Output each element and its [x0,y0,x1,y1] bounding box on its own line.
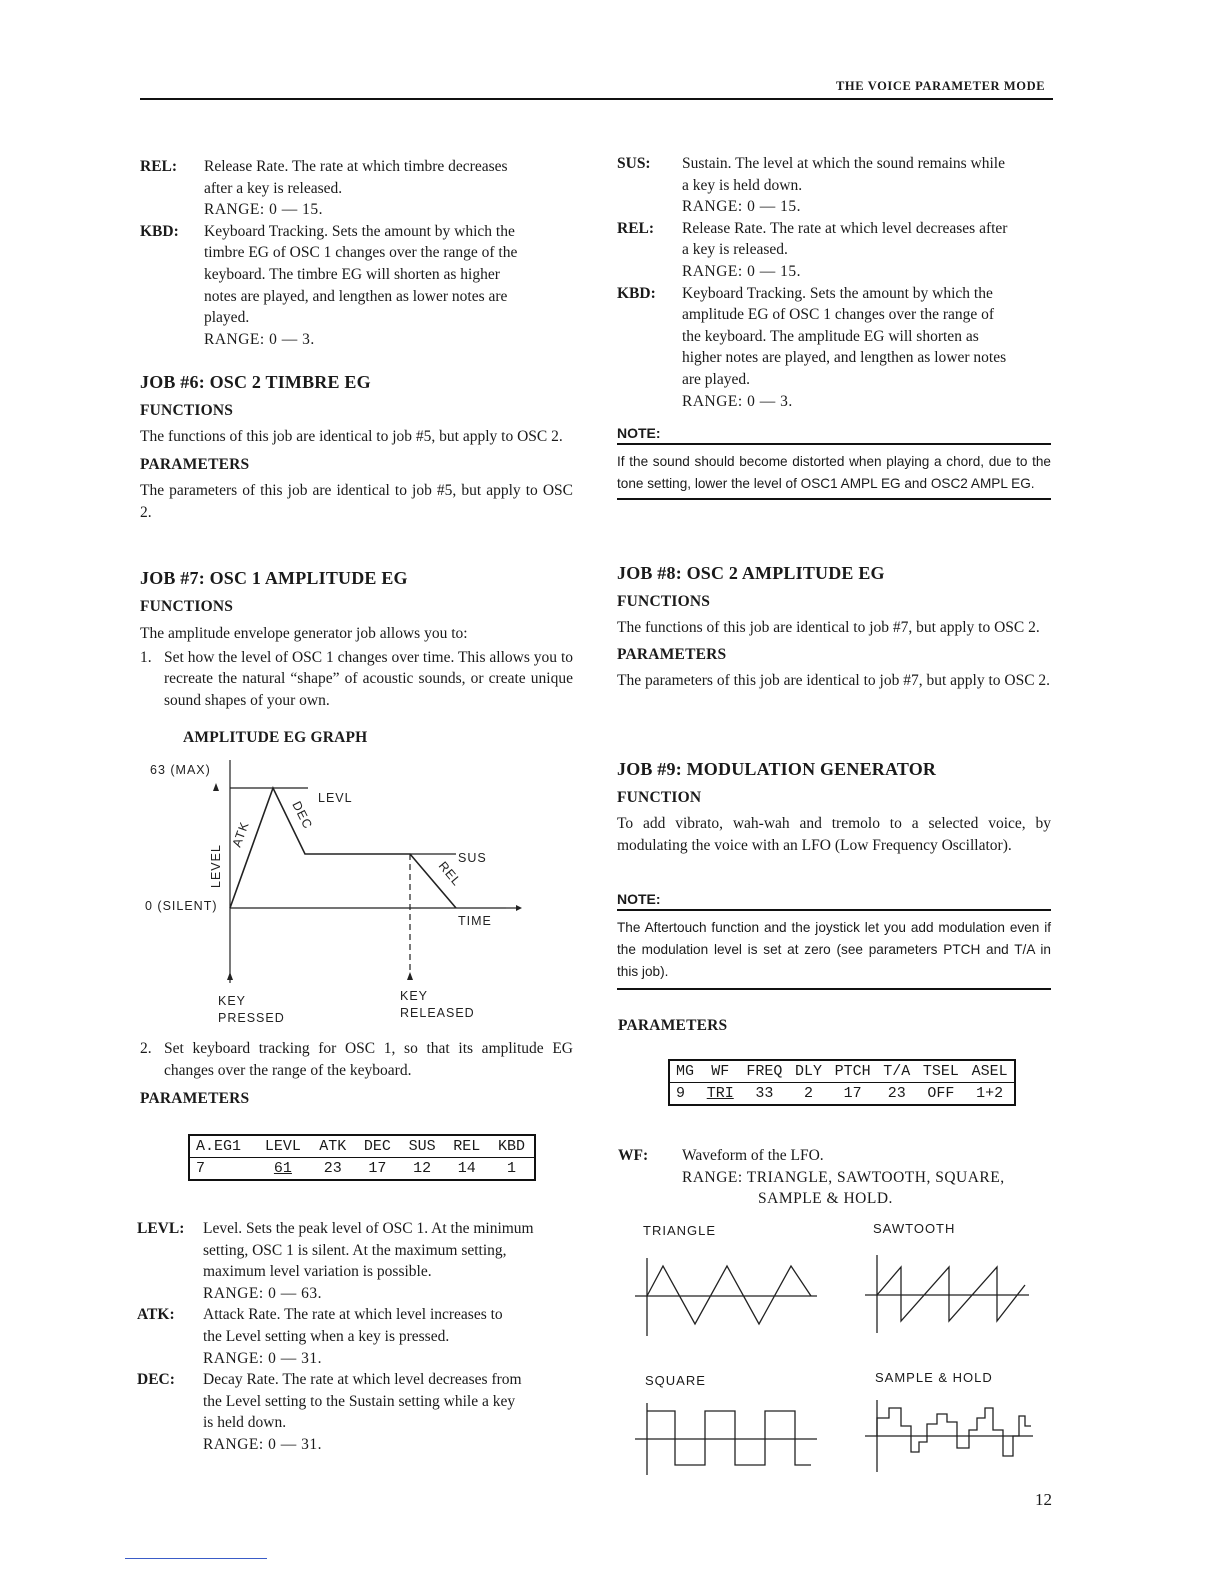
job6-parameters-text: The parameters of this job are identical to job #5, but apply to OSC 2. [140,482,573,521]
param-term: KBD: [140,222,179,240]
list-number: 2. [140,1040,152,1057]
note-rule-bottom [617,988,1051,990]
param-range: RANGE: 0 — 3. [204,330,315,348]
note-label: NOTE: [617,891,661,907]
param-desc-line: Attack Rate. The rate at which level increases to [203,1306,503,1324]
param-term: KBD: [617,284,656,302]
header-rule [140,98,1053,100]
graph-time-label: TIME [458,914,492,928]
table-header-row [669,1060,1015,1083]
waveform-trace [647,1266,811,1324]
table-header-cell: DEC [355,1135,400,1158]
table-value-cell: 9 [676,1085,686,1102]
param-term: LEVL: [137,1220,185,1237]
waveform-trace [647,1411,811,1465]
job7-parameters-heading: PARAMETERS [140,1090,250,1108]
table-value-cell: 23 [887,1085,906,1102]
job8-parameters-text: The parameters of this job are identical to job #7, but apply to OSC 2. [617,672,1051,690]
table-header-cell: A.EG1 [189,1135,255,1158]
param-desc-line: higher notes are played, and lengthen as lower notes [682,349,1007,367]
param-range: RANGE: 0 — 31. [203,1349,322,1367]
list-number: 1. [140,648,152,666]
graph-rel-label: REL [435,858,464,889]
waveform-trace [877,1267,1025,1321]
param-term: REL: [140,158,178,175]
param-desc-line: the keyboard. The amplitude EG will shorten as [682,327,979,345]
job9-section [617,759,1051,856]
param-range: RANGE: TRIANGLE, SAWTOOTH, SQUARE, [682,1168,1005,1186]
job7-continued [140,1038,573,1110]
graph-key-pressed-label-2: PRESSED [218,1011,285,1025]
param-sus [617,153,1051,218]
param-desc-line: are played. [682,370,750,388]
sample-hold-waveform [865,1400,1040,1475]
param-desc-line: the Level setting when a key is pressed. [203,1327,450,1345]
param-desc-line: timbre EG of OSC 1 changes over the range of the [204,244,518,262]
job6-section [140,372,573,524]
job8-parameters-heading: PARAMETERS [617,645,727,663]
table-value-cell: 2 [803,1085,813,1102]
mg-parameter-table [668,1059,1016,1106]
param-kbd-timbre [140,221,573,351]
param-range: RANGE: 0 — 15. [682,198,801,216]
param-desc-line: Release Rate. The rate at which timbre decreases [204,158,508,175]
graph-levl-label: LEVL [318,791,353,805]
graph-key-released-label-2: RELEASED [400,1006,475,1020]
waveform-label-square: SQUARE [645,1373,706,1388]
aeg-parameter-table [188,1134,536,1181]
param-range: RANGE: 0 — 15. [682,262,801,280]
table-value-cell: 12 [413,1160,432,1177]
graph-key-released-arrow [407,972,413,980]
table-header-row [189,1135,535,1158]
aeg-params-right [617,153,1051,412]
param-wf [618,1145,1052,1210]
param-desc-line: is held down. [203,1414,287,1432]
param-desc-line: the Level setting to the Sustain setting while a key [203,1392,516,1410]
waveform-label-sample-hold: SAMPLE & HOLD [875,1370,993,1385]
graph-time-arrow-head [516,905,522,911]
table-value-cell: 1 [507,1160,517,1177]
param-desc-line: after a key is released. [204,179,343,197]
graph-key-pressed-label-1: KEY [218,994,247,1008]
waveform-label-sawtooth: SAWTOOTH [873,1221,956,1236]
table-value-cell: 17 [368,1160,387,1177]
job8-section [617,563,1051,692]
job7-item-1 [140,647,573,712]
note-text: If the sound should become distorted when playing a chord, due to the tone setting, lower the level of OSC1 AMPL EG and OSC2 AMPL EG. [617,454,1051,491]
table-header-cell: PTCH [828,1060,877,1083]
graph-dec-label: DEC [289,799,316,832]
table-header-cell: MG [669,1060,700,1083]
list-item-text: Set keyboard tracking for OSC 1, so that its amplitude EG changes over the range of the keyboard. [164,1040,573,1079]
graph-max-label: 63 (MAX) [150,763,211,777]
graph-key-pressed-arrow [227,972,233,980]
param-desc-line: notes are played, and lengthen as lower notes are [204,287,508,305]
param-term: SUS: [617,155,651,172]
job9-parameters-heading: PARAMETERS [618,1017,728,1034]
param-desc-line: amplitude EG of OSC 1 changes over the range of [682,306,995,324]
param-term: WF: [618,1147,649,1164]
table-value-cell: 14 [457,1160,476,1177]
param-desc-line: Release Rate. The rate at which level decreases after [682,219,1008,237]
job9-function-heading: FUNCTION [617,788,702,806]
table-value-cell: 33 [755,1085,774,1102]
param-range: RANGE: 0 — 15. [204,201,323,219]
square-waveform [635,1403,820,1478]
table-header-cell: SUS [400,1135,445,1158]
param-term: REL: [617,219,655,237]
param-desc-line: Keyboard Tracking. Sets the amount by which the [682,284,993,302]
waveform-trace [877,1408,1031,1456]
job7-section [140,568,573,712]
note-text: The Aftertouch function and the joystick let you add modulation even if the modulation level is set at zero (see parameters PTCH and T/A in this job). [617,920,1051,979]
param-desc-line: Waveform of the LFO. [682,1147,824,1164]
param-desc-line: setting, OSC 1 is silent. At the maximum setting, [203,1241,507,1259]
graph-key-released-label-1: KEY [400,989,429,1003]
param-kbd-amp [617,283,1051,413]
note-2 [617,891,1051,990]
job7-functions-heading: FUNCTIONS [140,597,234,615]
aeg-params-left [137,1218,573,1456]
job8-functions-text: The functions of this job are identical to job #7, but apply to OSC 2. [617,619,1040,637]
param-term: DEC: [137,1371,175,1389]
graph-title: AMPLITUDE EG GRAPH [183,729,368,746]
param-range: RANGE: 0 — 63. [203,1284,322,1302]
job6-functions-text: The functions of this job are identical to job #5, but apply to OSC 2. [140,428,563,446]
graph-sus-label: SUS [458,851,487,865]
table-value-cell: 23 [323,1160,342,1177]
table-value-cell: TRI [706,1085,734,1102]
graph-silent-label: 0 (SILENT) [145,899,218,913]
job6-parameters-heading: PARAMETERS [140,455,250,473]
param-range: RANGE: 0 — 31. [203,1435,322,1453]
note-rule-top [617,443,1051,445]
job8-functions-heading: FUNCTIONS [617,592,711,610]
graph-atk-label: ATK [229,819,252,850]
param-desc-line: Keyboard Tracking. Sets the amount by which the [204,222,515,240]
note-rule-bottom [617,498,1051,500]
table-header-cell: TSEL [917,1060,966,1083]
param-desc-line: Level. Sets the peak level of OSC 1. At the minimum [203,1220,534,1237]
job6-title: JOB #6: OSC 2 TIMBRE EG [140,372,371,392]
job7-item-2 [140,1038,573,1081]
table-header-cell: FREQ [740,1060,789,1083]
list-item-text: Set how the level of OSC 1 changes over time. This allows you to recreate the natural “shape” of acoustic sounds, or create unique sound shapes of your own. [164,648,573,709]
table-header-cell: LEVL [255,1135,310,1158]
note-label: NOTE: [617,425,661,441]
param-range: RANGE: 0 — 3. [682,392,793,410]
graph-envelope-line [230,788,456,908]
param-levl [137,1218,573,1304]
table-header-cell: ASEL [965,1060,1015,1083]
table-value-cell: 7 [196,1160,206,1177]
param-desc-line: a key is held down. [682,176,803,194]
footer-link-rule [125,1558,267,1559]
job9-title: JOB #9: MODULATION GENERATOR [617,759,937,779]
page-number: 12 [1035,1490,1052,1509]
param-rel-timbre [140,156,573,221]
table-header-cell: KBD [489,1135,535,1158]
param-desc-line: a key is released. [682,241,788,259]
intro-params-left [140,156,573,350]
job9-function-text: To add vibrato, wah-wah and tremolo to a selected voice, by modulating the voice with an LFO (Low Frequency Oscillator). [617,815,1051,854]
graph-level-axis-label: LEVEL [209,844,223,888]
table-header-cell: DLY [789,1060,829,1083]
param-desc-line: Sustain. The level at which the sound remains while [682,155,1005,172]
job7-title: JOB #7: OSC 1 AMPLITUDE EG [140,568,408,588]
note-rule-top [617,909,1051,911]
waveform-label-triangle: TRIANGLE [643,1223,717,1238]
table-value-row [669,1083,1015,1106]
param-desc-line: played. [204,309,250,327]
param-desc-line: maximum level variation is possible. [203,1263,432,1281]
graph-level-arrow-head [213,783,219,791]
amplitude-eg-graph [140,758,540,1033]
table-value-cell: 17 [843,1085,862,1102]
job7-intro: The amplitude envelope generator job allows you to: [140,625,468,643]
param-desc-line: keyboard. The timbre EG will shorten as higher [204,265,500,283]
triangle-waveform [635,1258,820,1338]
param-rel-amp [617,218,1051,283]
param-term: ATK: [137,1306,175,1324]
job6-functions-heading: FUNCTIONS [140,401,234,419]
table-header-cell: T/A [877,1060,917,1083]
job8-title: JOB #8: OSC 2 AMPLITUDE EG [617,563,885,583]
table-value-cell: 61 [273,1160,292,1177]
note-1 [617,425,1051,500]
sawtooth-waveform [865,1255,1035,1335]
table-value-cell: 1+2 [976,1085,1004,1102]
param-range-continued: SAMPLE & HOLD. [758,1190,893,1208]
table-header-cell: WF [700,1060,740,1083]
table-header-cell: ATK [310,1135,355,1158]
param-desc-line: Decay Rate. The rate at which level decreases from [203,1371,522,1389]
table-value-row [189,1158,535,1181]
param-dec [137,1369,573,1455]
table-value-cell: OFF [927,1085,955,1102]
table-header-cell: REL [444,1135,489,1158]
running-header: THE VOICE PARAMETER MODE [836,79,1046,93]
param-atk [137,1304,573,1369]
